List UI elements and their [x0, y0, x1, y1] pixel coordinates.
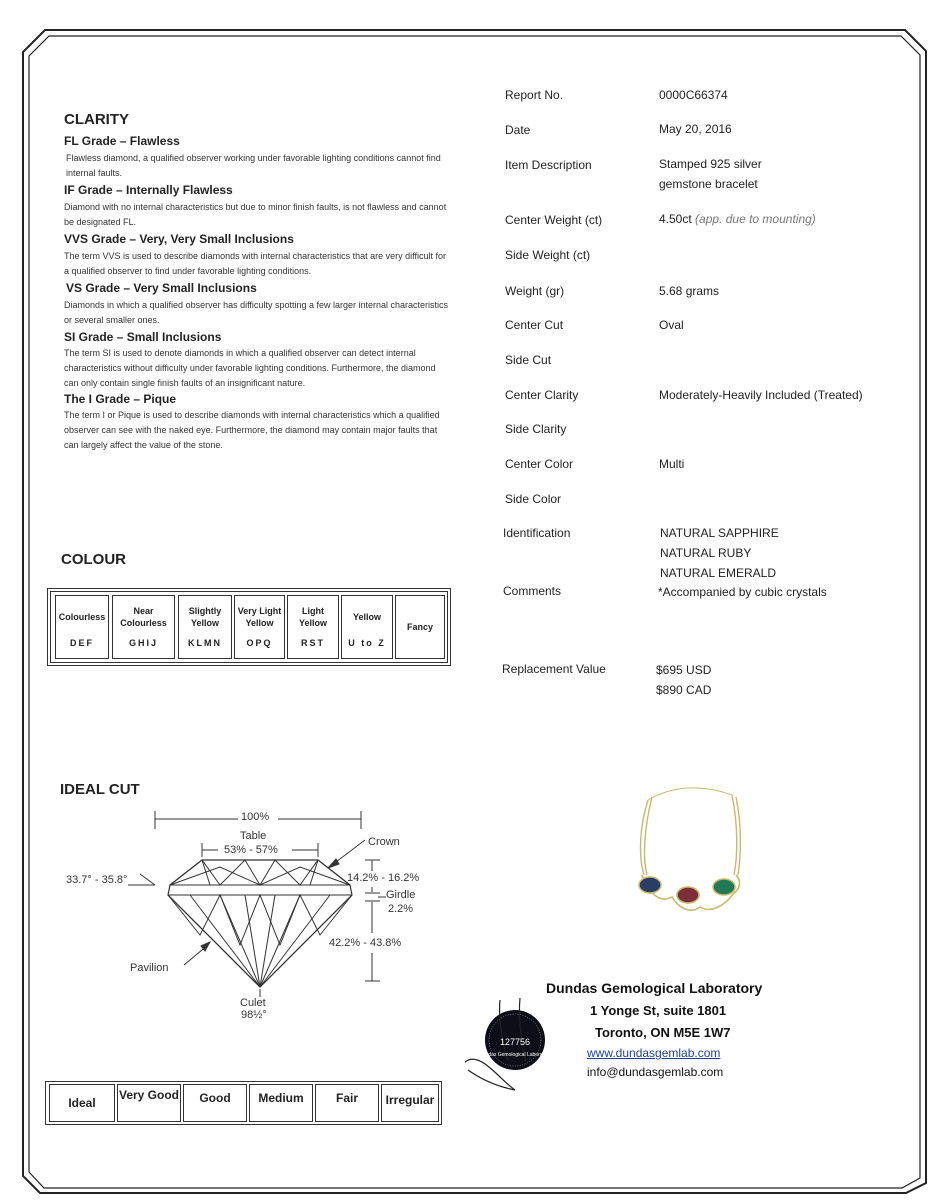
clarity-grade-title: VVS Grade – Very, Very Small Inclusions: [64, 232, 294, 246]
cut-crown-label: Crown: [368, 836, 400, 848]
date-label: Date: [505, 123, 531, 137]
lab-website-link[interactable]: www.dundasgemlab.com: [587, 1046, 721, 1060]
side-clarity-label: Side Clarity: [505, 422, 567, 436]
clarity-grade-desc: Flawless diamond, a qualified observer working under favorable lighting conditions cannot find internal faults.: [66, 153, 441, 178]
date-value: May 20, 2016: [659, 122, 732, 136]
side-weight-label: Side Weight (ct): [505, 248, 591, 262]
cut-girdle-value: 2.2%: [388, 903, 414, 915]
weight-label: Weight (gr): [505, 284, 565, 298]
colour-cell-letters: OPQ: [246, 638, 273, 648]
center-weight-amount: 4.50ct: [659, 212, 692, 226]
center-weight-label: Center Weight (ct): [505, 213, 603, 227]
comments-value: *Accompanied by cubic crystals: [658, 585, 827, 599]
identification-value: NATURAL RUBY: [660, 546, 752, 560]
cut-grade-cell: Good: [183, 1084, 247, 1122]
colour-cell-name: Light Yellow: [298, 606, 327, 628]
replacement-value-label: Replacement Value: [502, 662, 606, 676]
lab-address-line1: 1 Yonge St, suite 1801: [590, 1003, 727, 1018]
cut-pavilion-depth: 42.2% - 43.8%: [329, 937, 402, 949]
cut-grade-cell: Very Good: [117, 1084, 181, 1122]
clarity-grade-desc: Diamonds in which a qualified observer has difficulty spotting a few larger internal characteristics or several smaller ones.: [64, 300, 449, 325]
clarity-grade-desc: The term I or Pique is used to describe diamonds with internal characteristics which a qualified observer can see with the naked eye. Furthermore, the diamond may contain major faults that can largely affect the value of the stone.: [64, 410, 440, 450]
center-cut-label: Center Cut: [505, 318, 564, 332]
colour-cell: [395, 595, 445, 659]
cut-culet-label: Culet: [240, 997, 266, 1009]
center-clarity-label: Center Clarity: [505, 388, 579, 402]
clarity-grade-title: SI Grade – Small Inclusions: [64, 330, 222, 344]
clarity-grade-desc: The term VVS is used to describe diamonds with internal characteristics that are very difficult for a qualified observer to find under favorable lighting conditions.: [64, 251, 446, 276]
center-color-value: Multi: [659, 457, 685, 471]
clarity-grade-desc: The term SI is used to denote diamonds in which a qualified observer can detect internal characteristics without difficulty under favorable lighting conditions. Furthermore, the diamond can only contain single finish faults of an insignificant nature.: [64, 348, 436, 388]
report-no-label: Report No.: [505, 88, 564, 102]
cut-grade-cell: Ideal: [49, 1084, 115, 1122]
colour-cell-name: Fancy: [406, 622, 433, 632]
center-clarity-value: Moderately-Heavily Included (Treated): [659, 388, 863, 402]
side-color-label: Side Color: [505, 492, 562, 506]
replacement-value-cad: $890 CAD: [656, 683, 712, 697]
colour-cell: [234, 595, 285, 659]
center-weight-note: (app. due to mounting): [695, 212, 816, 226]
colour-cell-name: Slightly Yellow: [188, 606, 222, 628]
lab-name: Dundas Gemological Laboratory: [546, 980, 763, 996]
cut-table-range: 53% - 57%: [224, 844, 278, 856]
report-no-value: 0000C66374: [659, 88, 728, 102]
comments-label: Comments: [503, 584, 562, 598]
colour-cell-letters: DEF: [70, 638, 94, 648]
colour-cell-letters: KLMN: [188, 638, 222, 648]
cut-grade-cell: Medium: [249, 1084, 313, 1122]
colour-title: COLOUR: [61, 551, 126, 568]
lab-seal-stamp: [460, 990, 560, 1100]
colour-cell-name: Near Colourless: [120, 606, 167, 628]
item-description-value: gemstone bracelet: [659, 177, 758, 191]
colour-cell-name: Yellow: [352, 612, 381, 622]
replacement-value-usd: $695 USD: [656, 663, 712, 677]
clarity-title: CLARITY: [64, 111, 129, 128]
cut-girdle-label: Girdle: [386, 889, 416, 901]
cut-grade-cell: Fair: [315, 1084, 379, 1122]
colour-scale-table: [50, 591, 448, 663]
identification-label: Identification: [503, 526, 571, 540]
colour-cell: [287, 595, 339, 659]
cut-table-label: Table: [240, 830, 267, 842]
clarity-grade-title: FL Grade – Flawless: [64, 134, 180, 148]
clarity-grade-title: The I Grade – Pique: [64, 392, 177, 406]
clarity-grade-title: IF Grade – Internally Flawless: [64, 183, 233, 197]
clarity-grade-title: VS Grade – Very Small Inclusions: [66, 281, 257, 295]
colour-cell-letters: U to Z: [348, 638, 386, 648]
cut-culet-value: 98½°: [241, 1009, 267, 1021]
colour-cell: [178, 595, 232, 659]
center-color-label: Center Color: [505, 457, 574, 471]
lab-address-line2: Toronto, ON M5E 1W7: [595, 1025, 731, 1040]
colour-cell-letters: RST: [301, 638, 325, 648]
colour-cell-name: Colourless: [58, 612, 106, 622]
bracelet-photo: [620, 775, 760, 920]
colour-cell-name: Very Light Yellow: [237, 606, 282, 628]
identification-value: NATURAL SAPPHIRE: [660, 526, 779, 540]
lab-email: info@dundasgemlab.com: [587, 1065, 724, 1079]
weight-value: 5.68 grams: [659, 284, 720, 298]
colour-cell: [55, 595, 109, 659]
cut-grade-cell: Irregular: [381, 1084, 439, 1122]
identification-value: NATURAL EMERALD: [660, 566, 777, 580]
colour-cell: [341, 595, 393, 659]
item-description-value: Stamped 925 silver: [659, 157, 762, 171]
seal-number: 127756: [499, 1037, 531, 1047]
colour-cell-letters: GHIJ: [128, 638, 158, 648]
item-description-label: Item Description: [505, 158, 592, 172]
cut-grade-table: [45, 1081, 442, 1125]
cut-crown-angle: 33.7° - 35.8°: [66, 874, 128, 886]
colour-cell: [112, 595, 175, 659]
clarity-grade-desc: Diamond with no internal characteristics but due to minor finish faults, is not flawless and cannot be designated FL.: [64, 202, 447, 227]
cut-width-label: 100%: [241, 811, 270, 823]
cut-pavilion-label: Pavilion: [130, 962, 169, 974]
center-weight-value: [659, 209, 816, 229]
cut-crown-height: 14.2% - 16.2%: [347, 872, 420, 884]
side-cut-label: Side Cut: [505, 353, 552, 367]
ideal-cut-title: IDEAL CUT: [60, 781, 140, 798]
center-cut-value: Oval: [659, 318, 684, 332]
seal-text: Dundas Gemological Laboratory: [479, 1052, 551, 1058]
